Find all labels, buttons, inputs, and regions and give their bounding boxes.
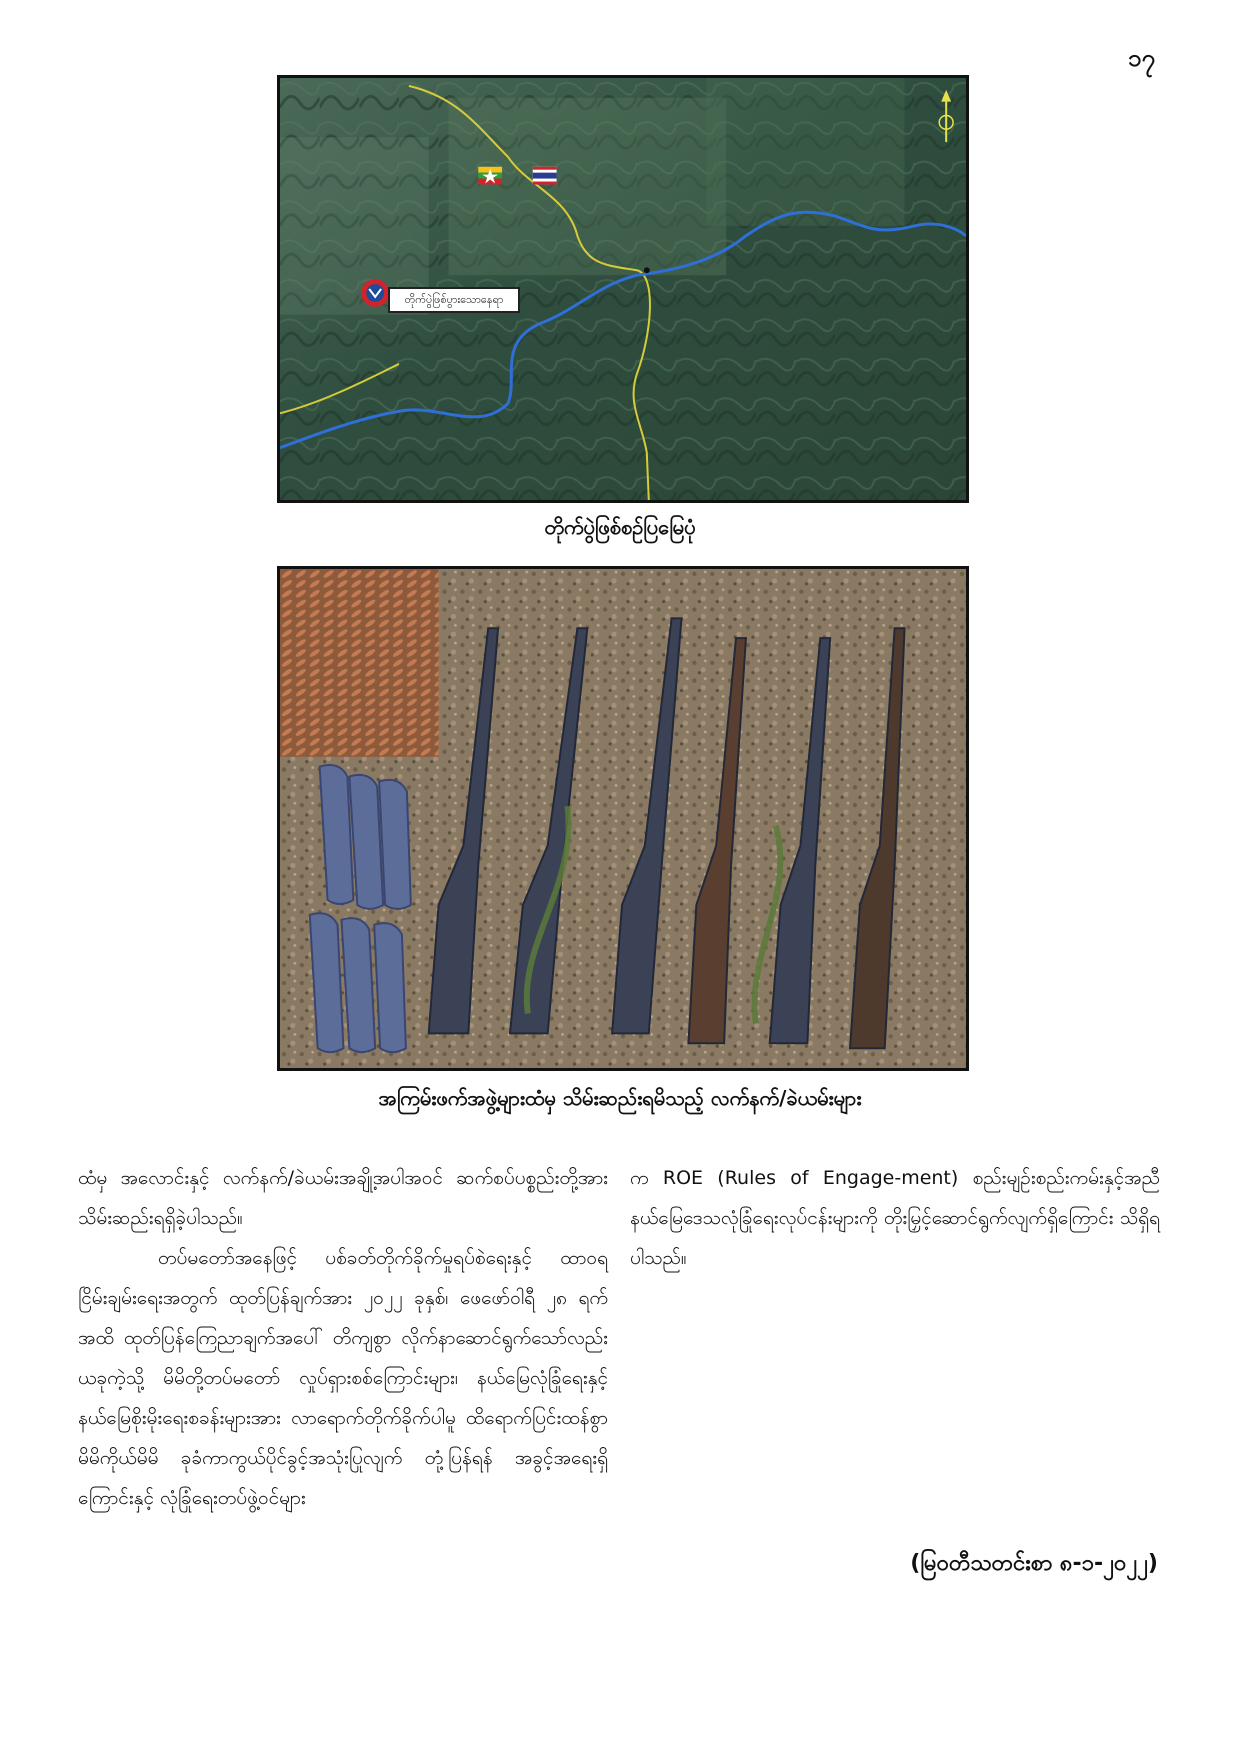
- source-citation: (မြဝတီသတင်းစာ ၈-၁-၂၀၂၂): [910, 1551, 1158, 1576]
- body-right-column: [630, 1158, 1160, 1278]
- body-paragraph: ထံမှ အလောင်းနှင့် လက်နက်/ခဲယမ်းအချို့အပါအဝင် ဆက်စပ်ပစ္စည်းတို့အား သိမ်းဆည်းရရှိခဲ့ပါသည်။: [78, 1167, 608, 1229]
- photo-caption: အကြမ်းဖက်အဖွဲ့များထံမှ သိမ်းဆည်းရမိသည့် လက်နက်/ခဲယမ်းများ: [378, 1086, 862, 1110]
- body-left-column: [78, 1158, 608, 1518]
- myanmar-flag-icon: [478, 167, 502, 185]
- page-number: ၁၇: [1128, 44, 1155, 72]
- body-paragraph: တပ်မတော်အနေဖြင့် ပစ်ခတ်တိုက်ခိုက်မှုရပ်စဲရေးနှင့် ထာဝရငြိမ်းချမ်းရေးအတွက် ထုတ်ပြန်ချက်အား ၂၀၂၂ ခုနှစ်၊ ဖေဖော်ဝါရီ ၂၈ ရက်အထိ ထုတ်ပြန်ကြေညာချက်အပေါ် တိကျစွာ လိုက်နာဆောင်ရွက်သော်လည်း ယခုကဲ့သို့ မိမိတို့တပ်မတော် လှုပ်ရှားစစ်ကြောင်းများ၊ နယ်မြေလုံခြုံရေးနှင့် နယ်မြေစိုးမိုးရေးစခန်းများအား လာရောက်တိုက်ခိုက်ပါမူ ထိရောက်ပြင်းထန်စွာ မိမိကိုယ်မိမိ ခုခံကာကွယ်ပိုင်ခွင့်အသုံးပြုလျက် တုံ့ပြန်ရန် အခွင့်အရေးရှိကြောင်းနှင့် လုံခြုံရေးတပ်ဖွဲ့ဝင်များ: [78, 1247, 608, 1509]
- weapons-photo: [277, 566, 969, 1071]
- map-location-label: တိုက်ပွဲဖြစ်ပွားသောနေရာ: [388, 287, 520, 313]
- battle-map: [277, 75, 969, 503]
- thailand-flag-icon: [533, 167, 557, 185]
- map-image: [280, 78, 966, 500]
- body-paragraph: က ROE (Rules of Engage-ment) စည်းမျဉ်းစည်းကမ်းနှင့်အညီ နယ်မြေဒေသလုံခြုံရေးလုပ်ငန်းများကို တိုးမြှင့်ဆောင်ရွက်လျက်ရှိကြောင်း သိရှိရပါသည်။: [630, 1167, 1160, 1269]
- location-marker-icon: [361, 279, 389, 307]
- ammunition-pile: [280, 569, 439, 757]
- weapons-photo-image: [280, 569, 966, 1068]
- location-point-icon: [644, 267, 650, 273]
- map-caption: တိုက်ပွဲဖြစ်စဉ်ပြမြေပုံ: [544, 515, 696, 539]
